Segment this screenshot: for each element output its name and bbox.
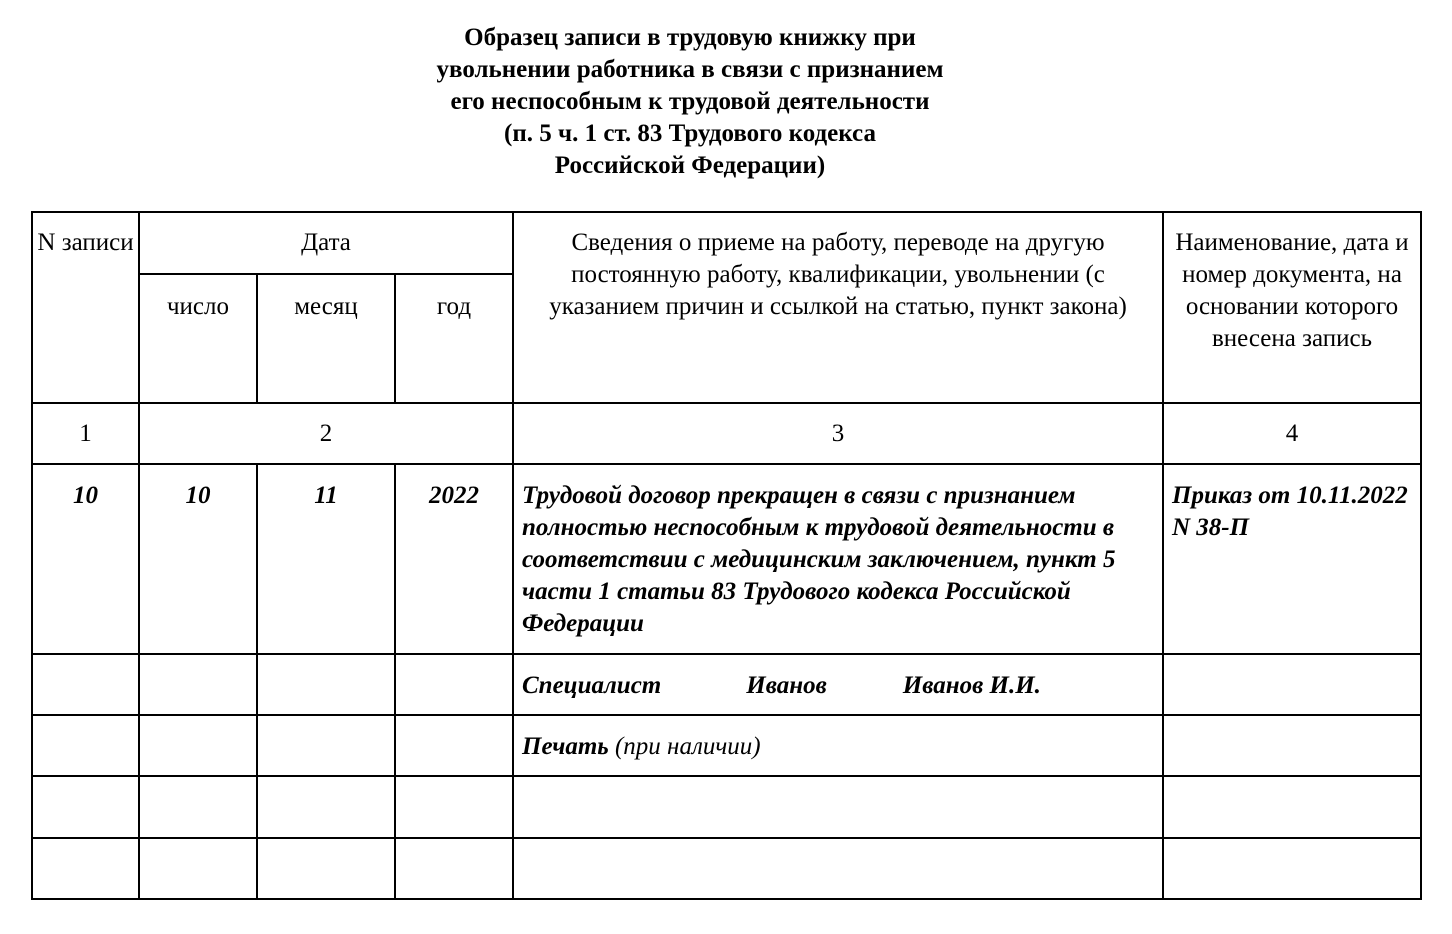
signature-handwritten: Иванов: [746, 672, 827, 699]
title-line: его неспособным к трудовой деятельности: [450, 88, 930, 115]
empty-cell: [395, 654, 513, 715]
column-number-2: 2: [139, 403, 513, 464]
column-number-1: 1: [32, 403, 139, 464]
empty-cell: [1163, 838, 1421, 899]
empty-row: [32, 838, 1421, 899]
empty-row: [32, 776, 1421, 838]
header-record-no: N записи: [32, 212, 139, 403]
title-line: Российской Федерации): [554, 152, 826, 179]
header-date: Дата: [139, 212, 513, 274]
column-number-3: 3: [513, 403, 1163, 464]
entry-row: [32, 464, 1421, 654]
empty-cell: [139, 776, 257, 838]
header-row: [32, 212, 1421, 274]
title-line: Образец записи в трудовую книжку при: [464, 24, 916, 51]
empty-cell: [257, 715, 395, 776]
empty-cell: [139, 838, 257, 899]
header-month: месяц: [257, 274, 395, 403]
employment-record-table: [31, 211, 1422, 900]
empty-cell: [513, 776, 1163, 838]
empty-cell: [395, 715, 513, 776]
title-line: (п. 5 ч. 1 ст. 83 Трудового кодекса: [504, 120, 876, 147]
empty-cell: [1163, 715, 1421, 776]
empty-cell: [139, 654, 257, 715]
empty-cell: [139, 715, 257, 776]
empty-cell: [257, 838, 395, 899]
empty-cell: [513, 838, 1163, 899]
empty-cell: [1163, 654, 1421, 715]
empty-cell: [395, 776, 513, 838]
stamp-label: Печать: [522, 733, 609, 760]
column-number-4: 4: [1163, 403, 1421, 464]
empty-cell: [395, 838, 513, 899]
column-numbers-row: [32, 403, 1421, 464]
header-day: число: [139, 274, 257, 403]
signature-position: Специалист: [522, 672, 662, 699]
stamp-note: (при наличии): [614, 733, 761, 760]
entry-document: Приказ от 10.11.2022 N 38-П: [1163, 464, 1421, 654]
empty-cell: [257, 654, 395, 715]
entry-month: 11: [257, 464, 395, 654]
title-line: увольнении работника в связи с признанием: [436, 56, 944, 83]
header-info: Сведения о приеме на работу, переводе на другую постоянную работу, квалификации, увольнении (с указанием причин и ссылкой на статью, пункт закона): [513, 212, 1163, 403]
signature-name: Иванов И.И.: [902, 672, 1041, 699]
empty-cell: [1163, 776, 1421, 838]
empty-cell: [32, 654, 139, 715]
empty-cell: [257, 776, 395, 838]
entry-day: 10: [139, 464, 257, 654]
stamp-cell: [513, 715, 1163, 776]
signature-row: [32, 654, 1421, 715]
stamp-row: [32, 715, 1421, 776]
entry-text: Трудовой договор прекращен в связи с признанием полностью неспособным к трудовой деятельности в соответствии с медицинским заключением, пункт 5 части 1 статьи 83 Трудового кодекса Российской Федерации: [513, 464, 1163, 654]
document-title: [0, 22, 1380, 182]
empty-cell: [32, 776, 139, 838]
empty-cell: [32, 715, 139, 776]
entry-year: 2022: [395, 464, 513, 654]
entry-record-no: 10: [32, 464, 139, 654]
empty-cell: [32, 838, 139, 899]
header-document: Наименование, дата и номер документа, на основании которого внесена запись: [1163, 212, 1421, 403]
signature-cell: [513, 654, 1163, 715]
header-year: год: [395, 274, 513, 403]
